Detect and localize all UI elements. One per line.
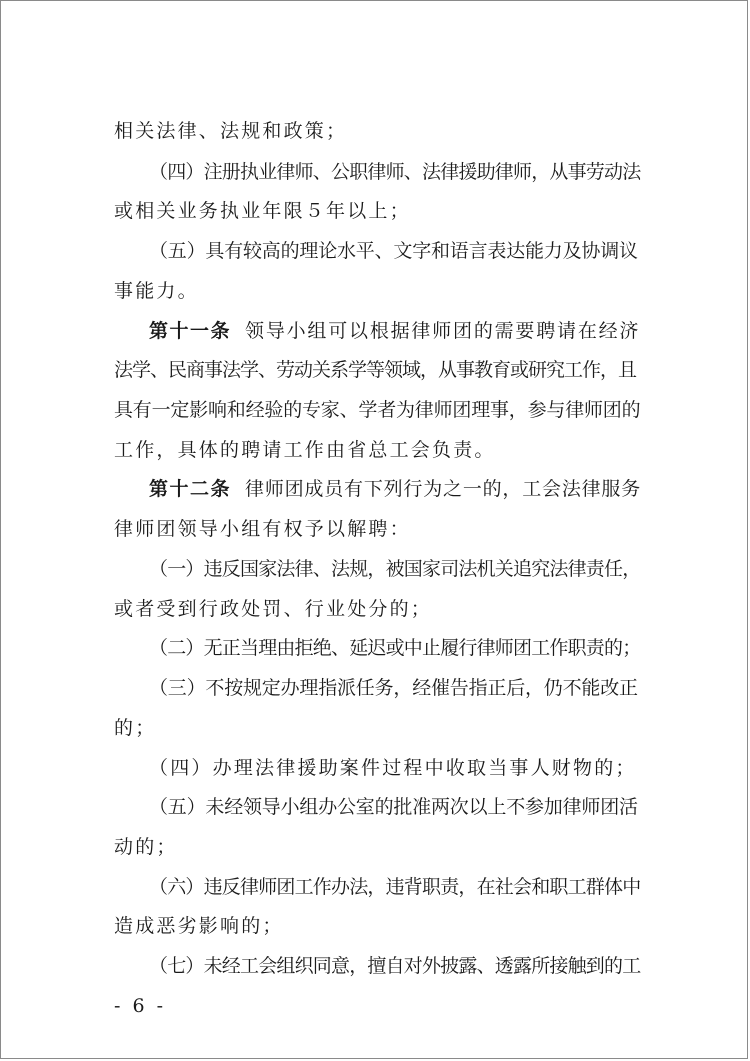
- text-line: 造成恶劣影响的；: [114, 915, 284, 937]
- text-line: 或者受到行政处罚、行业处分的；: [114, 598, 433, 620]
- text-line: （七）未经工会组织同意，擅自对外披露、透露所接触到的工: [149, 955, 641, 977]
- text-line: （三）不按规定办理指派任务，经催告指正后，仍不能改正: [149, 677, 638, 699]
- text-line: 动的；: [114, 836, 178, 858]
- text-line: （四）注册执业律师、公职律师、法律援助律师，从事劳动法: [149, 161, 641, 183]
- text-line: （二）无正当理由拒绝、延迟或中止履行律师团工作职责的；: [149, 637, 641, 659]
- text-line: 法学、民商事法学、劳动关系学等领域，从事教育或研究工作，且: [114, 359, 637, 381]
- text-line: （五）具有较高的理论水平、文字和语言表达能力及协调议: [149, 240, 638, 262]
- text-line: 律师团领导小组有权予以解聘：: [114, 518, 411, 540]
- article-line: 第十二条 律师团成员有下列行为之一的，工会法律服务: [149, 478, 642, 500]
- text-line: （六）违反律师团工作办法，违背职责，在社会和职工群体中: [149, 876, 641, 898]
- text-line: （一）违反国家法律、法规，被国家司法机关追究法律责任，: [149, 558, 641, 580]
- text-line: 具有一定影响和经验的专家、学者为律师团理事，参与律师团的: [114, 399, 641, 421]
- text-line: 或相关业务执业年限５年以上；: [114, 200, 411, 222]
- article-heading: 第十二条: [149, 478, 232, 500]
- text-line: （四）办理法律援助案件过程中收取当事人财物的；: [149, 757, 637, 779]
- article-heading: 第十一条: [149, 320, 232, 342]
- text-line: 相关法律、法规和政策；: [114, 120, 348, 142]
- text-line: 的；: [114, 717, 157, 739]
- page-number: - 6 -: [114, 995, 167, 1017]
- body-text: [1, 1, 747, 1058]
- text-line: 事能力。: [114, 280, 199, 302]
- text-line: 工作，具体的聘请工作由省总工会负责。: [114, 439, 496, 461]
- article-line: 第十一条 领导小组可以根据律师团的需要聘请在经济: [149, 320, 641, 342]
- text-line: （五）未经领导小组办公室的批准两次以上不参加律师团活: [149, 796, 638, 818]
